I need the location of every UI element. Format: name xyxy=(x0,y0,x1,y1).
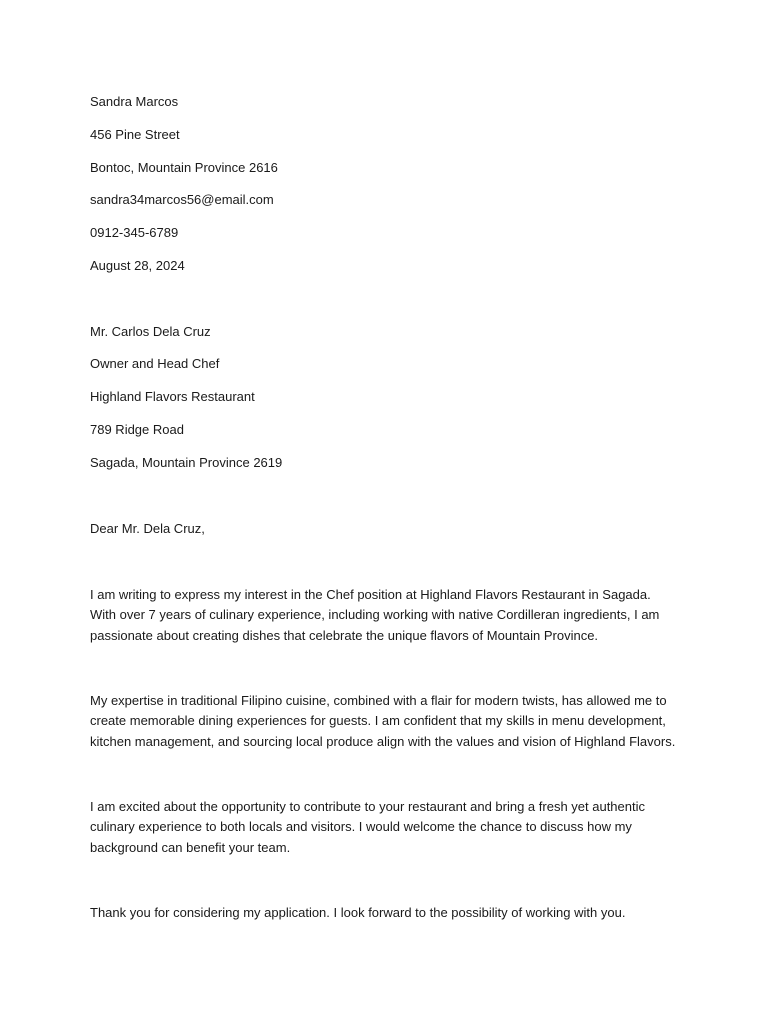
recipient-street: 789 Ridge Road xyxy=(90,422,184,437)
body-paragraph-3: I am excited about the opportunity to contribute to your restaurant and bring a fresh yet authentic culinary experience to both locals and visitors. I would welcome the chance to discuss how my background can benefit your team. xyxy=(90,799,646,855)
recipient-city: Sagada, Mountain Province 2619 xyxy=(90,455,283,470)
recipient-company: Highland Flavors Restaurant xyxy=(90,389,255,404)
letter-date: August 28, 2024 xyxy=(90,258,185,273)
recipient-name: Mr. Carlos Dela Cruz xyxy=(90,324,211,339)
sender-street: 456 Pine Street xyxy=(90,127,180,142)
body-paragraph-2: My expertise in traditional Filipino cuisine, combined with a flair for modern twists, has allowed me to create memorable dining experiences for guests. I am confident that my skills in menu development, kitchen management, and sourcing local produce align with the values and vision of Highland Flavors. xyxy=(90,693,676,749)
body-paragraph-4: Thank you for considering my application. I look forward to the possibility of working with you. xyxy=(90,905,626,920)
sender-city: Bontoc, Mountain Province 2616 xyxy=(90,160,278,175)
body-paragraph-1: I am writing to express my interest in the Chef position at Highland Flavors Restaurant in Sagada. With over 7 years of culinary experience, including working with native Cordilleran ingredients, I am passionate about creating dishes that celebrate the unique flavors of Mountain Province. xyxy=(90,587,660,643)
sender-name: Sandra Marcos xyxy=(90,94,179,109)
sender-phone: 0912-345-6789 xyxy=(90,225,179,240)
sender-email: sandra34marcos56@email.com xyxy=(90,192,274,207)
salutation: Dear Mr. Dela Cruz, xyxy=(90,521,205,536)
recipient-title: Owner and Head Chef xyxy=(90,356,220,371)
